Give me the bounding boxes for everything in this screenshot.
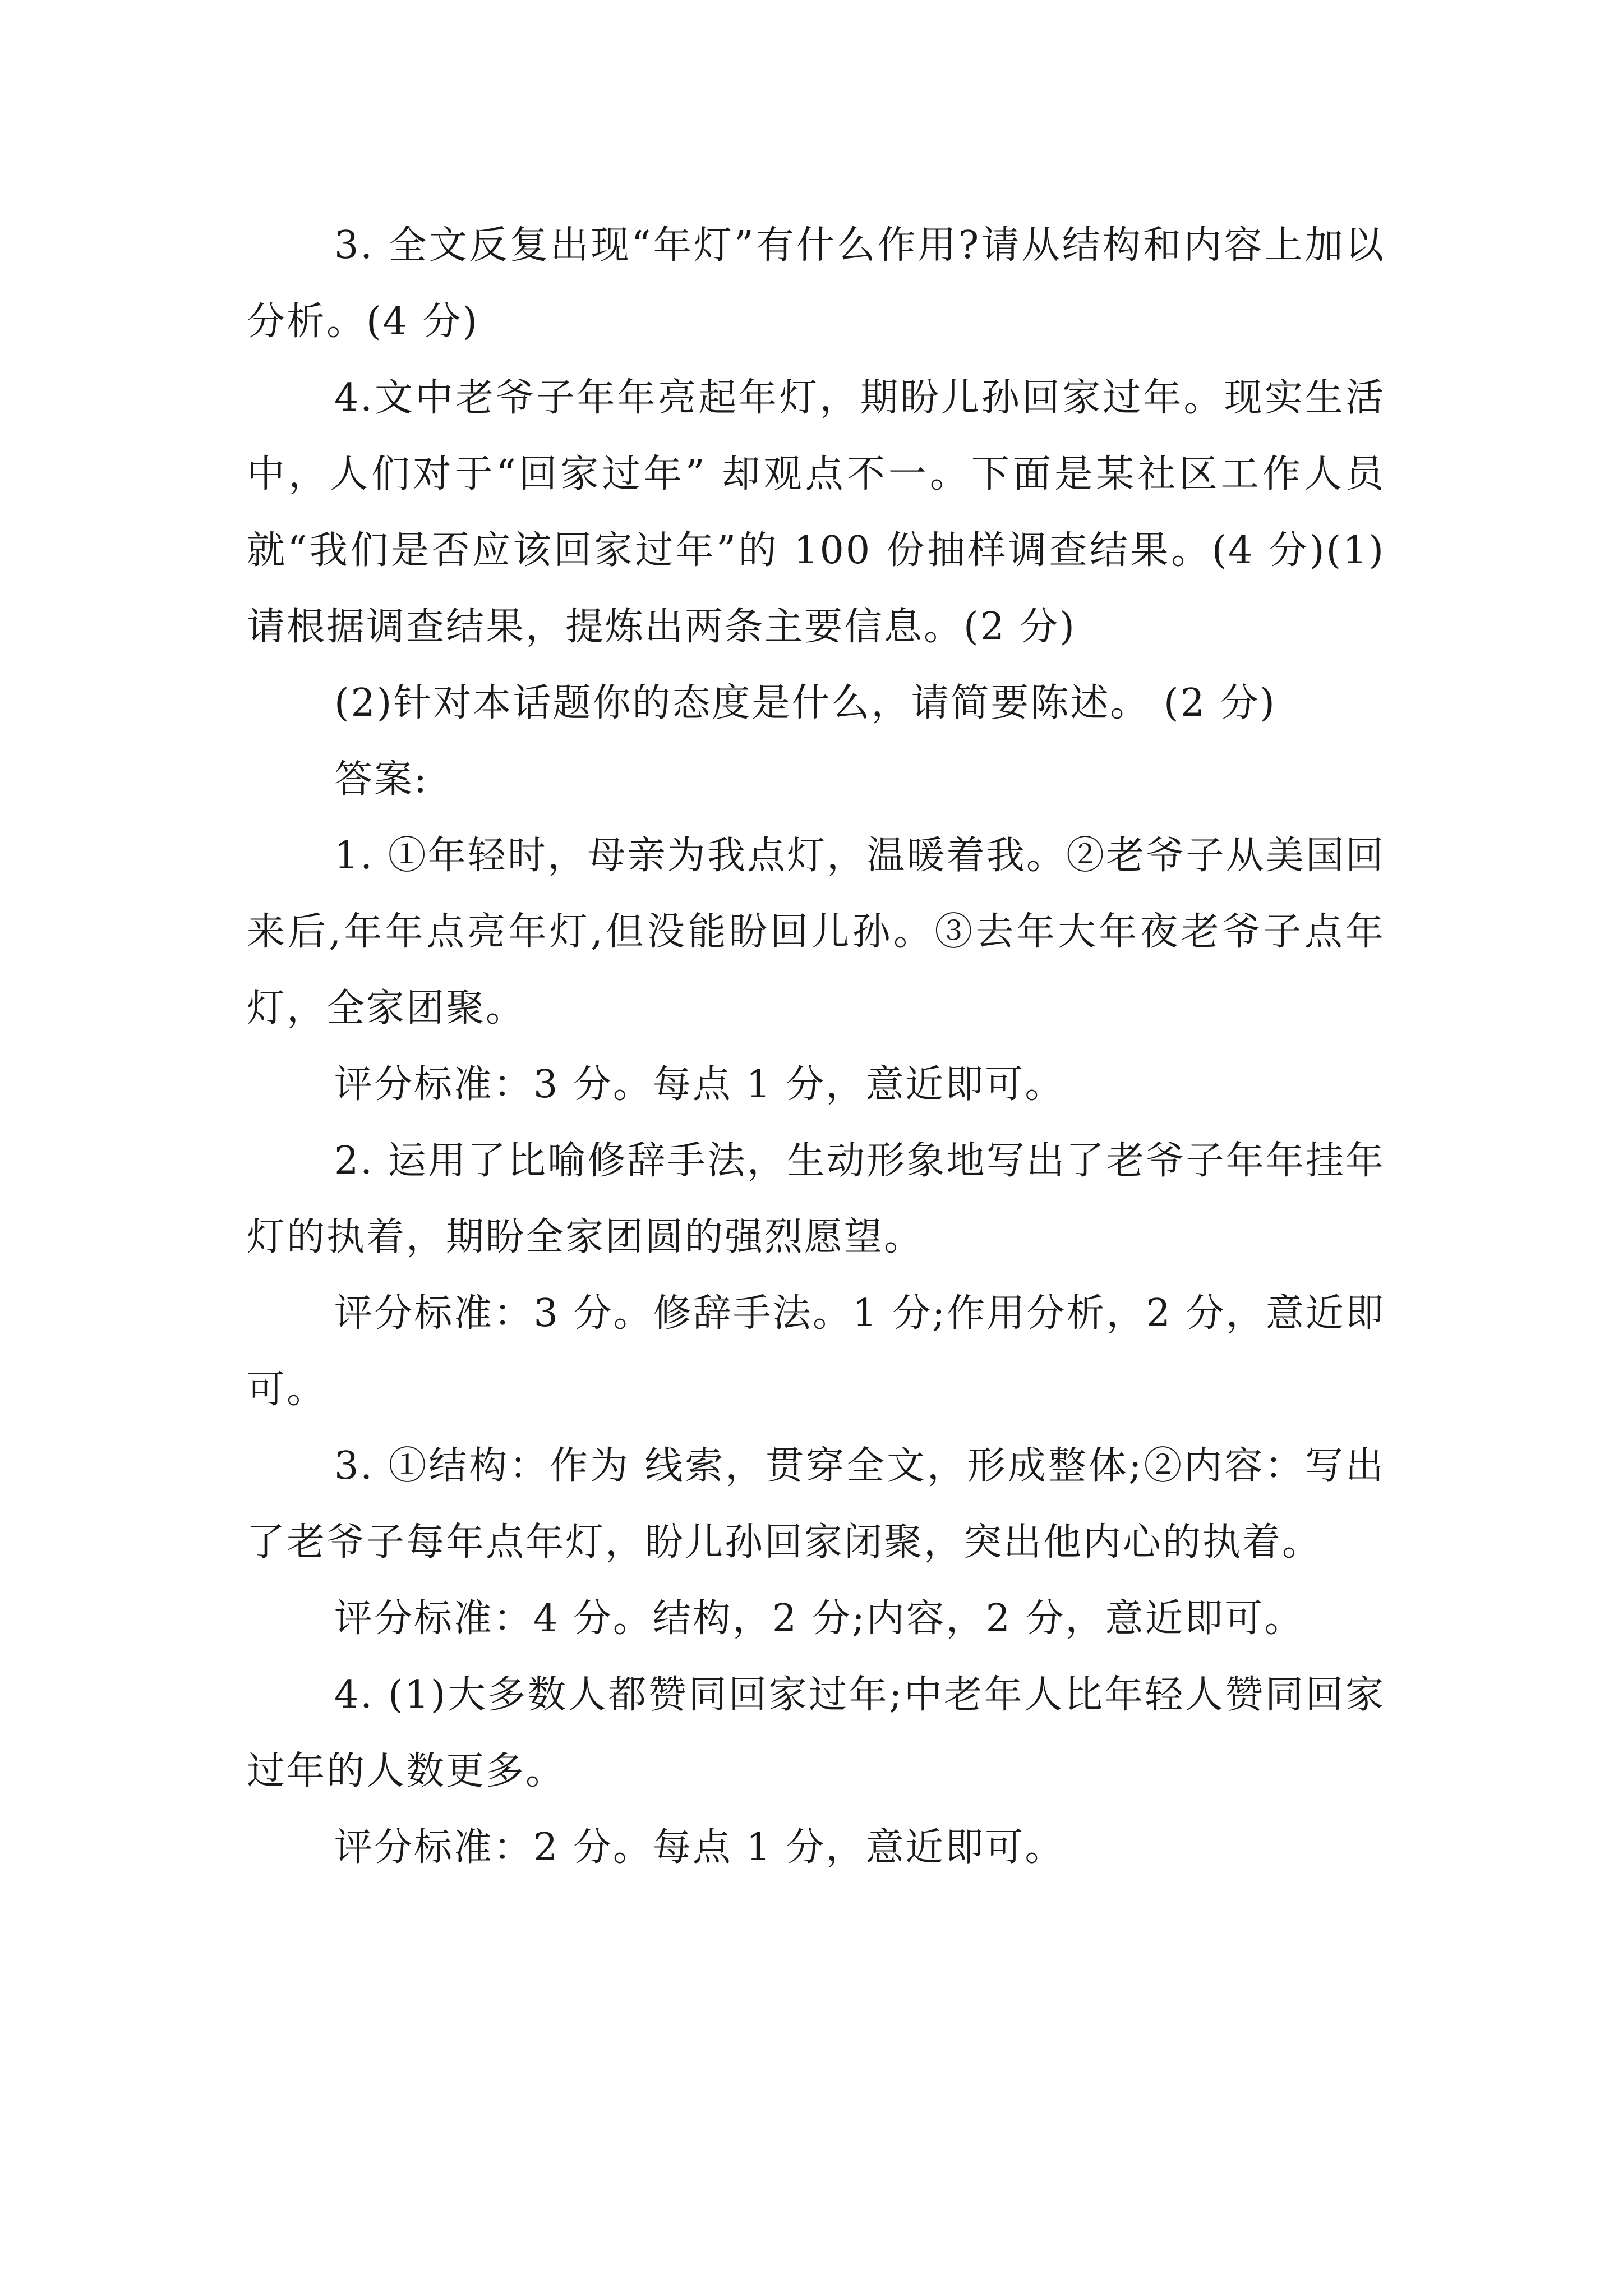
scoring-2: 评分标准：3 分。修辞手法。1 分;作用分析，2 分，意近即可。 (247, 1291, 1385, 1412)
answer-4: 4. (1)大多数人都赞同回家过年;中老年人比年轻人赞同回家过年的人数更多。 (247, 1673, 1385, 1793)
scoring-4: 评分标准：2 分。每点 1 分，意近即可。 (334, 1825, 1065, 1870)
question-3: 3. 全文反复出现“年灯”有什么作用?请从结构和内容上加以分析。(4 分) (247, 223, 1385, 344)
document-body (247, 208, 1385, 1886)
answer-1: 1. ①年轻时，母亲为我点灯，温暖着我。②老爷子从美国回来后,年年点亮年灯,但没能盼回儿孙。③去年大年夜老爷子点年灯，全家团聚。 (247, 834, 1385, 1030)
scoring-3: 评分标准：4 分。结构，2 分;内容，2 分，意近即可。 (334, 1596, 1304, 1641)
answer-heading: 答案: (334, 757, 428, 802)
question-4-part-2: (2)针对本话题你的态度是什么，请简要陈述。 (2 分) (334, 681, 1276, 725)
answer-2: 2. 运用了比喻修辞手法，生动形象地写出了老爷子年年挂年灯的执着，期盼全家团圆的强烈愿望。 (247, 1139, 1385, 1259)
scoring-1: 评分标准：3 分。每点 1 分，意近即可。 (334, 1062, 1065, 1107)
answer-3: 3. ①结构：作为 线索，贯穿全文，形成整体;②内容：写出了老爷子每年点年灯，盼儿孙回家闭聚，突出他内心的执着。 (247, 1444, 1385, 1565)
question-4: 4.文中老爷子年年亮起年灯，期盼儿孙回家过年。现实生活中，人们对于“回家过年” 却观点不一。下面是某社区工作人员就“我们是否应该回家过年”的 100 份抽样调查结果。(4 分)(1)请根据调查结果，提炼出两条主要信息。(2 分) (247, 376, 1385, 649)
